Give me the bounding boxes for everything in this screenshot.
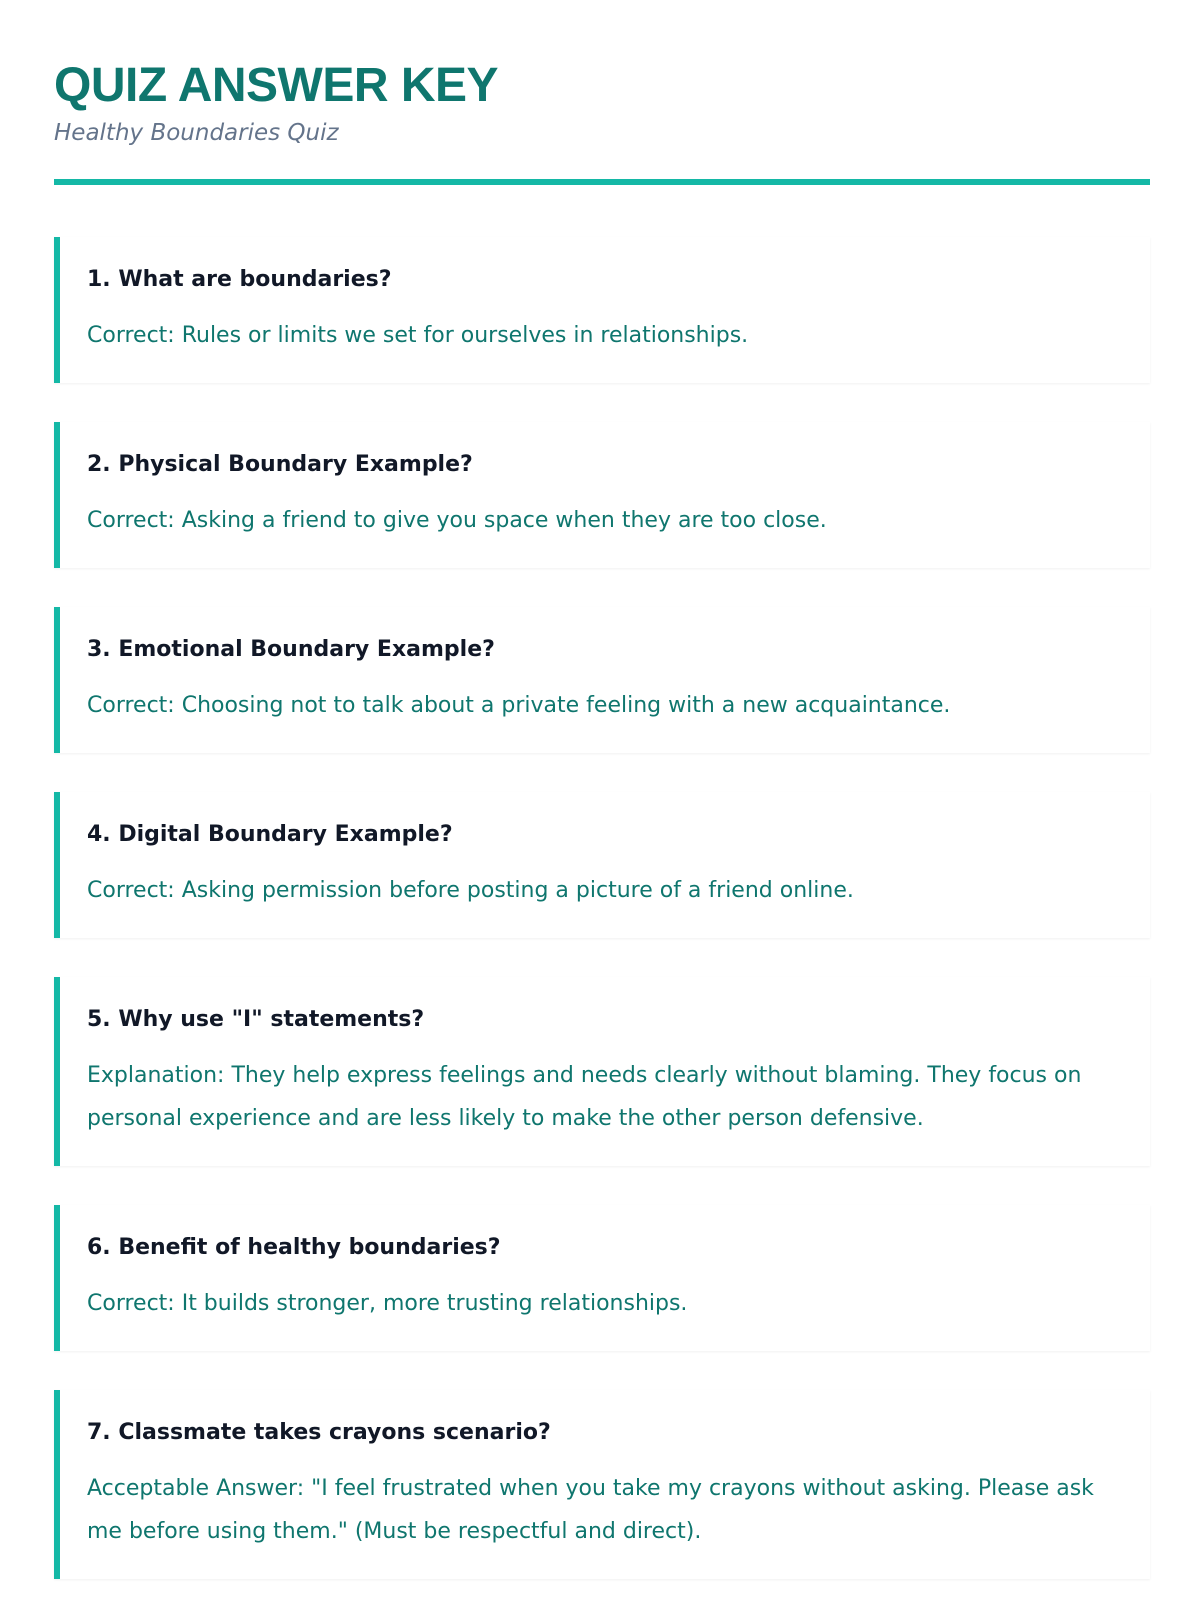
question-text: 4. Digital Boundary Example?: [87, 822, 453, 847]
answer-text: Correct: Rules or limits we set for ourselves in relationships.: [87, 323, 749, 348]
page-title: QUIZ ANSWER KEY: [54, 59, 499, 112]
question-text: 7. Classmate takes crayons scenario?: [87, 1420, 551, 1445]
answer-text: Explanation: They help express feelings and needs clearly without blaming. They focus on personal experience and are less likely to make the other person defensive.: [87, 1063, 1082, 1131]
answer-text: Correct: Asking permission before posting a picture of a friend online.: [87, 878, 854, 903]
question-text: 6. Benefit of healthy boundaries?: [87, 1235, 501, 1260]
question-text: 5. Why use "I" statements?: [87, 1007, 425, 1032]
answer-text: Acceptable Answer: "I feel frustrated when you take my crayons without asking. Please ask me before using them." (Must be respectful and direct).: [87, 1476, 1094, 1544]
answer-item-2: [54, 422, 1150, 568]
answer-item-3: [54, 607, 1150, 753]
question-text: 3. Emotional Boundary Example?: [87, 637, 495, 662]
answer-text: Correct: Choosing not to talk about a private feeling with a new acquaintance.: [87, 693, 951, 718]
header-divider: [54, 179, 1150, 185]
question-text: 1. What are boundaries?: [87, 267, 392, 292]
answer-text: Correct: Asking a friend to give you space when they are too close.: [87, 508, 827, 533]
answer-item-7: [54, 1390, 1150, 1579]
page-subtitle: Healthy Boundaries Quiz: [54, 120, 339, 146]
answer-item-4: [54, 792, 1150, 938]
answer-item-1: [54, 237, 1150, 383]
answer-key-page: [54, 0, 1150, 1618]
question-text: 2. Physical Boundary Example?: [87, 452, 473, 477]
answer-text: Correct: It builds stronger, more trusting relationships.: [87, 1291, 688, 1316]
answer-item-6: [54, 1205, 1150, 1351]
answer-list: [54, 237, 1150, 1579]
answer-item-5: [54, 977, 1150, 1166]
